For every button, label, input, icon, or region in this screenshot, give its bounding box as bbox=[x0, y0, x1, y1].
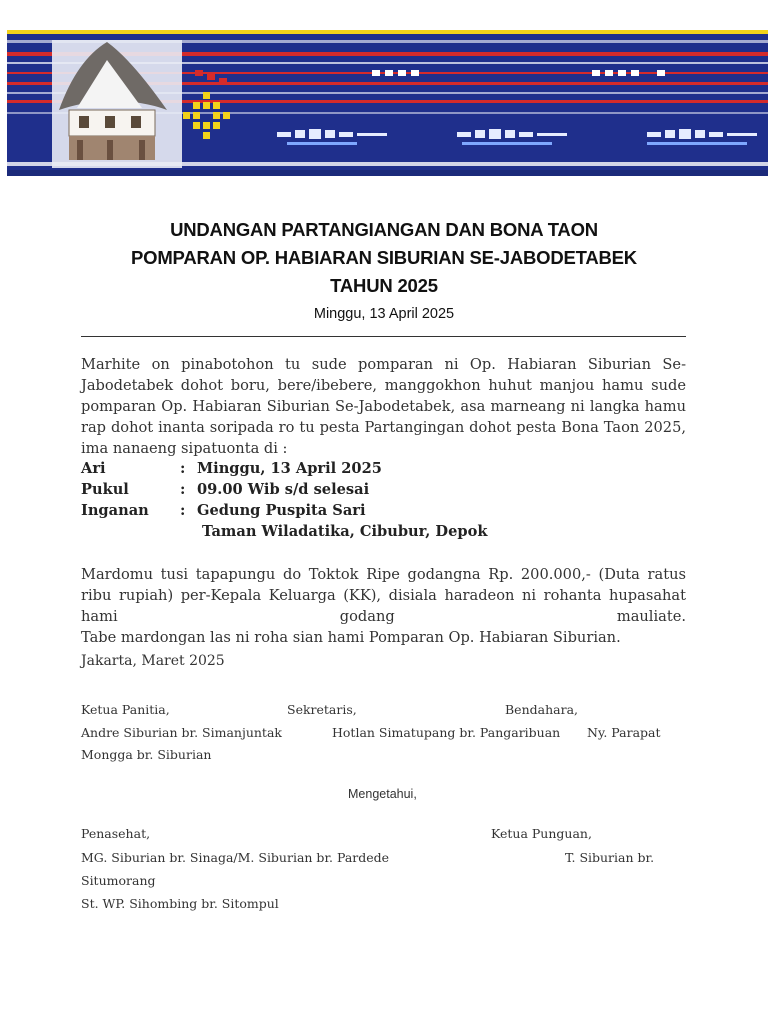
detail-row-inganan bbox=[81, 500, 366, 521]
intro-paragraph: Marhite on pinabotohon tu sude pomparan ni Op. Habiaran Siburian Se-Jabodetabek dohot boru, bere/ibebere, manggokhon huhut manjou hamu sude pomparan Op. Habiaran Siburian Se-Jabodetabek, asa marneang ni langka hamu rap dohot inanta soripada ro tu pesta Partangingan dohot pesta Bona Taon 2025, ima nanaeng sipatuonta di : bbox=[81, 356, 686, 457]
detail-row-pukul bbox=[81, 479, 369, 500]
detail-colon: : bbox=[180, 481, 186, 498]
closing-paragraph bbox=[81, 564, 686, 648]
detail-row-ari bbox=[81, 458, 382, 479]
penasehat-title: Penasehat, bbox=[81, 826, 151, 841]
ketua-panitia-title: Ketua Panitia, bbox=[81, 702, 170, 717]
title-line-2: POMPARAN OP. HABIARAN SIBURIAN SE-JABODETABEK bbox=[131, 247, 637, 268]
ketua-punguan-name-line-2: Situmorang bbox=[81, 873, 156, 888]
header-divider bbox=[81, 336, 686, 337]
sekretaris-title: Sekretaris, bbox=[287, 702, 357, 717]
event-date-subtitle: Minggu, 13 April 2025 bbox=[313, 306, 455, 322]
title-line-3: TAHUN 2025 bbox=[330, 275, 438, 296]
ulos-pattern-banner bbox=[7, 30, 768, 176]
detail-label: Inganan bbox=[81, 502, 149, 519]
title-line-1: UNDANGAN PARTANGIANGAN DAN BONA TAON bbox=[170, 219, 598, 240]
penasehat-name-line-2: St. WP. Sihombing br. Sitompul bbox=[81, 896, 279, 911]
ketua-punguan-title: Ketua Punguan, bbox=[491, 826, 592, 841]
detail-label: Pukul bbox=[81, 481, 129, 498]
detail-label: Ari bbox=[81, 460, 106, 477]
closing-text-contribution: Mardomu tusi tapapungu do Toktok Ripe godangna Rp. 200.000,- (Duta ratus ribu rupiah) per-Kepala Keluarga (KK), disiala haradeon ni rohanta hupasahat hami godang mauliate. bbox=[81, 566, 686, 625]
location-line-2: Taman Wiladatika, Cibubur, Depok bbox=[202, 523, 488, 540]
place-date: Jakarta, Maret 2025 bbox=[81, 653, 225, 669]
detail-colon: : bbox=[180, 502, 186, 519]
ketua-panitia-name: Andre Siburian br. Simanjuntak bbox=[81, 725, 282, 740]
detail-colon: : bbox=[180, 460, 186, 477]
detail-value: Minggu, 13 April 2025 bbox=[197, 460, 382, 477]
rumah-adat-icon bbox=[52, 40, 182, 168]
bendahara-title: Bendahara, bbox=[505, 702, 578, 717]
penasehat-name-line-1: MG. Siburian br. Sinaga/M. Siburian br. Pardede bbox=[81, 850, 390, 865]
header-banner bbox=[7, 30, 768, 176]
invitation-header bbox=[0, 216, 768, 322]
bendahara-name-line-2: Mongga br. Siburian bbox=[81, 747, 212, 762]
ketua-punguan-name-line-1: T. Siburian br. bbox=[565, 850, 655, 865]
sekretaris-name: Hotlan Simatupang br. Pangaribuan bbox=[332, 725, 561, 740]
mengetahui-label: Mengetahui, bbox=[348, 787, 417, 801]
closing-text-greeting: Tabe mardongan las ni roha sian hami Pomparan Op. Habiaran Siburian. bbox=[81, 629, 621, 646]
detail-value: Gedung Puspita Sari bbox=[197, 502, 366, 519]
bendahara-name-line-1: Ny. Parapat bbox=[587, 725, 661, 740]
detail-value: 09.00 Wib s/d selesai bbox=[197, 481, 370, 498]
